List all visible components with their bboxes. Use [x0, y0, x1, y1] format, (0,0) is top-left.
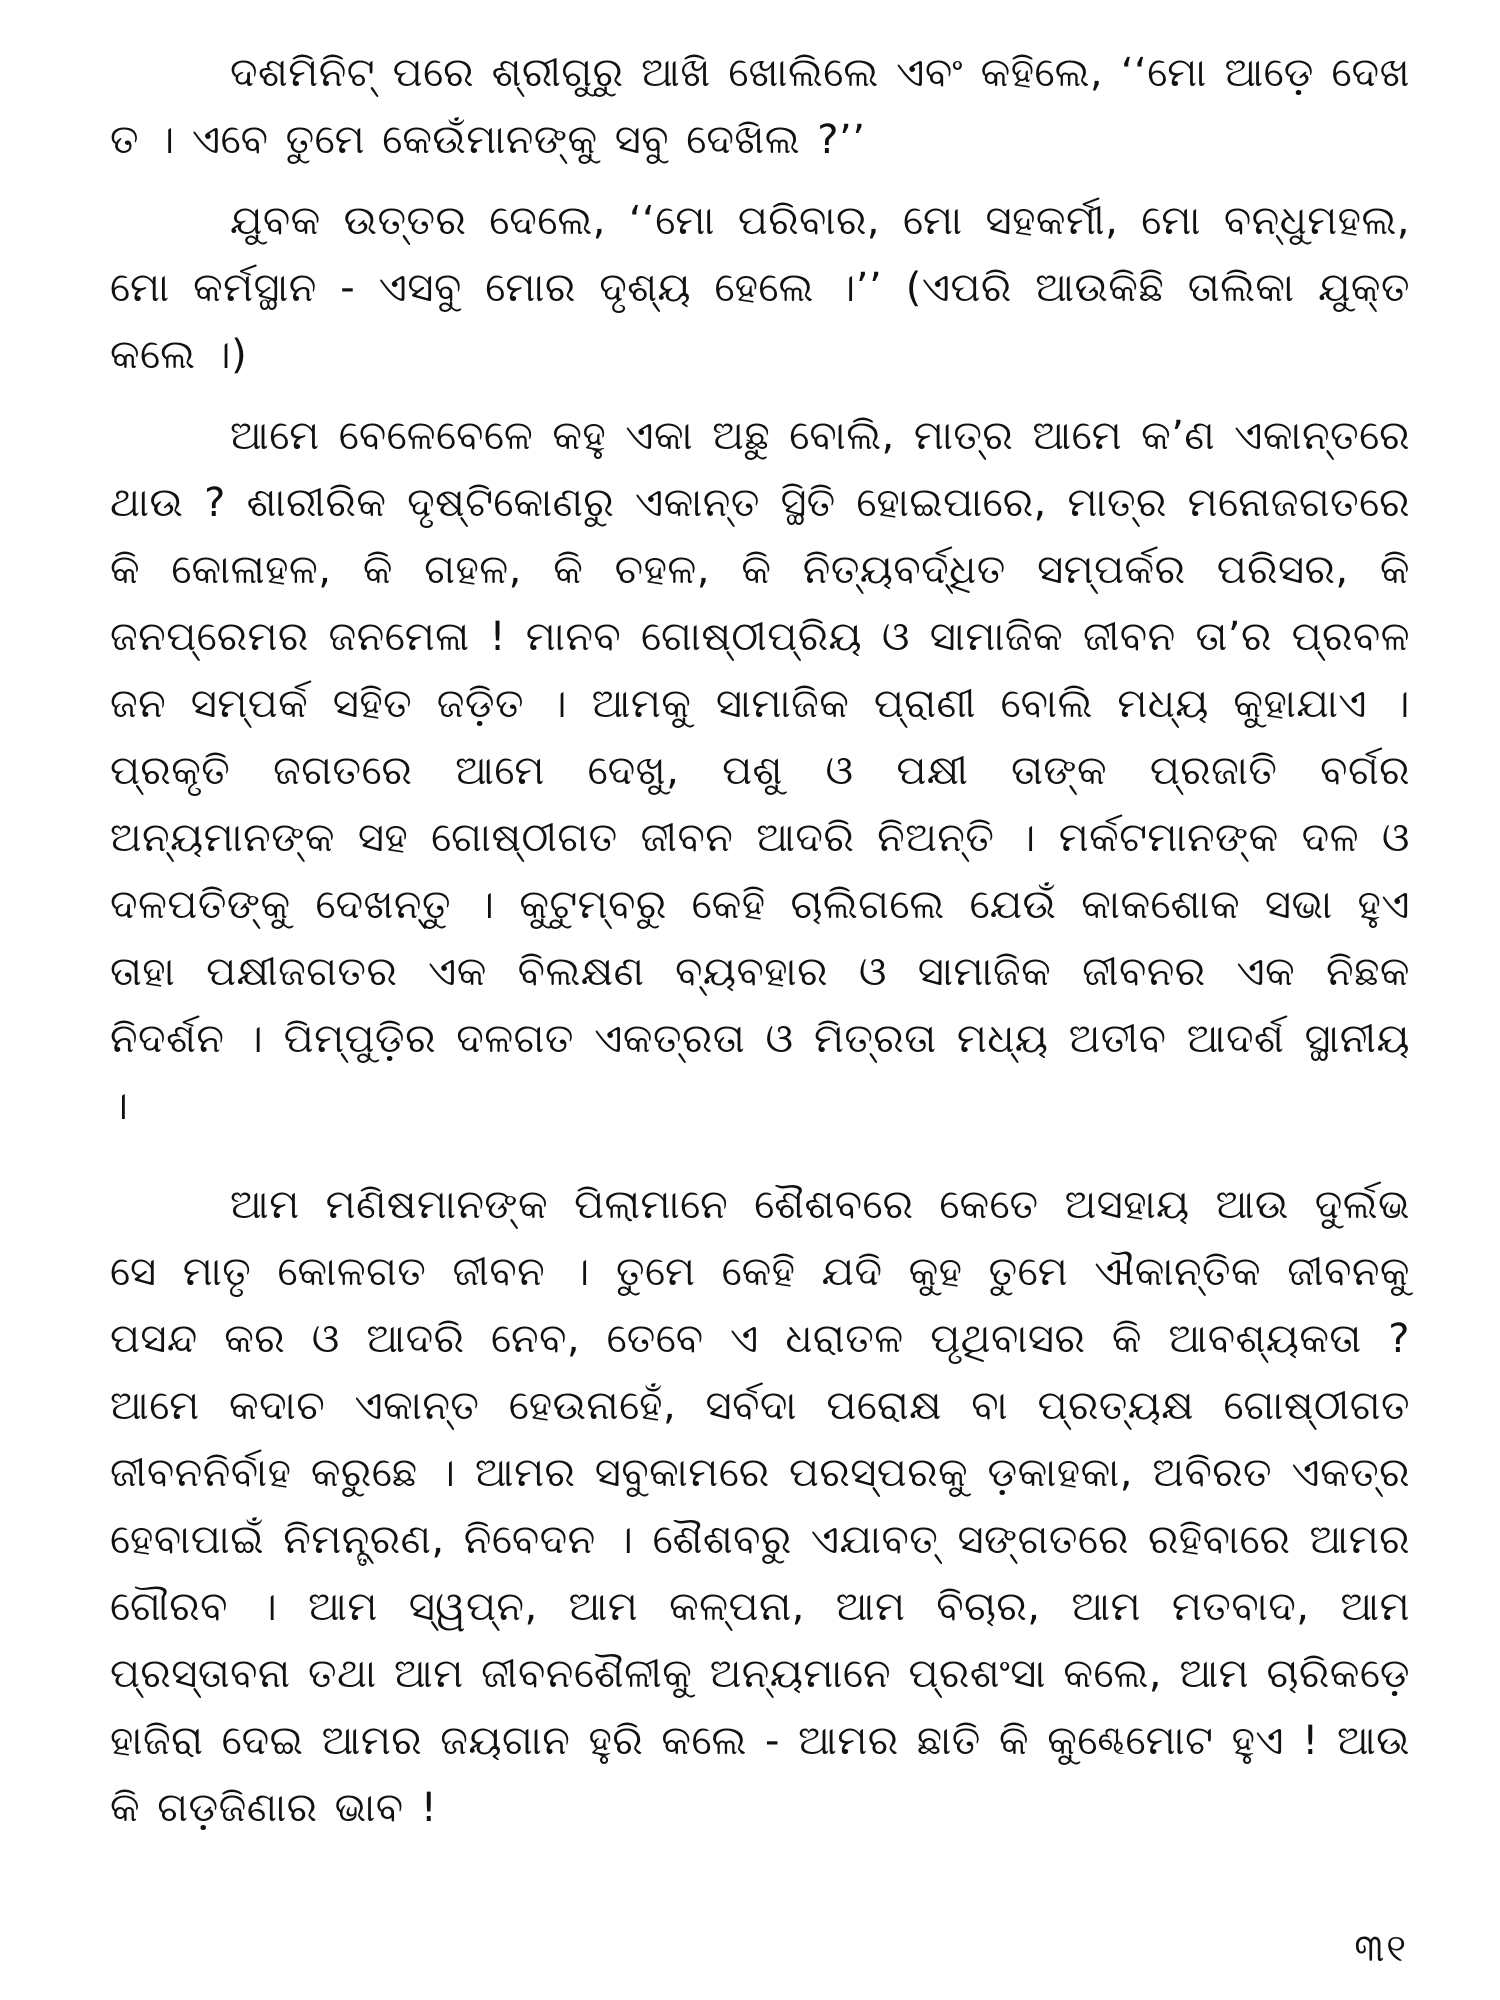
- paragraph-3: ଆମେ ବେଳେବେଳେ କହୁ ଏକା ଅଛୁ ବୋଲି, ମାତ୍ର ଆମେ କ’ଣ ଏକାନ୍ତରେ ଥାଉ ? ଶାରୀରିକ ଦୃଷ୍ଟିକୋଣରୁ ଏକାନ୍ତ ସ୍ଥିତି ହୋଇପାରେ, ମାତ୍ର ମନୋଜଗତରେ କି କୋଳାହଳ, କି ଗହଳ, କି ଚହଳ, କି ନିତ୍ୟବର୍ଦ୍ଧିତ ସମ୍ପର୍କର ପରିସର, କି ଜନପ୍ରେମର ଜନମେଳା ! ମାନବ ଗୋଷ୍ଠୀପ୍ରିୟ ଓ ସାମାଜିକ ଜୀବନ ତା’ର ପ୍ରବଳ ଜନ ସମ୍ପର୍କ ସହିତ ଜଡ଼ିତ । ଆମକୁ ସାମାଜିକ ପ୍ରାଣୀ ବୋଲି ମଧ୍ୟ କୁହାଯାଏ । ପ୍ରକୃତି ଜଗତରେ ଆମେ ଦେଖୁ, ପଶୁ ଓ ପକ୍ଷୀ ତାଙ୍କ ପ୍ରଜାତି ବର୍ଗର ଅନ୍ୟମାନଙ୍କ ସହ ଗୋଷ୍ଠୀଗତ ଜୀବନ ଆଦରି ନିଅନ୍ତି । ମର୍କଟମାନଙ୍କ ଦଳ ଓ ଦଳପତିଙ୍କୁ ଦେଖନ୍ତୁ । କୁଟୁମ୍ବରୁ କେହି ଚାଲିଗଲେ ଯେଉଁ କାକଶୋକ ସଭା ହୁଏ ତାହା ପକ୍ଷୀଜଗତର ଏକ ବିଲକ୍ଷଣ ବ୍ୟବହାର ଓ ସାମାଜିକ ଜୀବନର ଏକ ନିଛକ ନିଦର୍ଶନ । ପିମ୍ପୁଡ଼ିର ଦଳଗତ ଏକତ୍ରତା ଓ ମିତ୍ରତା ମଧ୍ୟ ଅତୀବ ଆଦର୍ଶ ସ୍ଥାନୀୟ ।: [110, 413, 1410, 1129]
- paragraph-2: ଯୁବକ ଉତ୍ତର ଦେଲେ, ‘‘ମୋ ପରିବାର, ମୋ ସହକର୍ମୀ, ମୋ ବନ୍ଧୁମହଲ, ମୋ କର୍ମସ୍ଥାନ - ଏସବୁ ମୋର ଦୃଶ୍ୟ ହେଲେ ।’’ (ଏପରି ଆଉକିଛି ତାଲିକା ଯୁକ୍ତ କଲେ ।): [110, 198, 1410, 378]
- page-number: ୩୧: [1354, 1926, 1408, 1970]
- paragraph-1: ଦଶମିନିଟ୍ ପରେ ଶ୍ରୀଗୁରୁ ଆଖି ଖୋଲିଲେ ଏବଂ କହିଲେ, ‘‘ମୋ ଆଡ଼େ ଦେଖ ତ । ଏବେ ତୁମେ କେଉଁମାନଙ୍କୁ ସବୁ ଦେଖିଲ ?’’: [110, 50, 1410, 163]
- paragraph-4: ଆମ ମଣିଷମାନଙ୍କ ପିଲାମାନେ ଶୈଶବରେ କେତେ ଅସହାୟ ଆଉ ଦୁର୍ଲଭ ସେ ମାତୃ କୋଳଗତ ଜୀବନ । ତୁମେ କେହି ଯଦି କୁହ ତୁମେ ଐକାନ୍ତିକ ଜୀବନକୁ ପସନ୍ଦ କର ଓ ଆଦରି ନେବ, ତେବେ ଏ ଧରାତଳ ପୃଥିବାସର କି ଆବଶ୍ୟକତା ? ଆମେ କଦାଚ ଏକାନ୍ତ ହେଉନାହେଁ, ସର୍ବଦା ପରୋକ୍ଷ ବା ପ୍ରତ୍ୟକ୍ଷ ଗୋଷ୍ଠୀଗତ ଜୀବନନିର୍ବାହ କରୁଛେ । ଆମର ସବୁକାମରେ ପରସ୍ପରକୁ ଡ଼କାହକା, ଅବିରତ ଏକତ୍ର ହେବାପାଇଁ ନିମନ୍ତ୍ରଣ, ନିବେଦନ । ଶୈଶବରୁ ଏଯାବତ୍ ସଙ୍ଗତରେ ରହିବାରେ ଆମର ଗୌରବ । ଆମ ସ୍ୱପ୍ନ, ଆମ କଳ୍ପନା, ଆମ ବିଚାର, ଆମ ମତବାଦ, ଆମ ପ୍ରସ୍ତାବନା ତଥା ଆମ ଜୀବନଶୈଳୀକୁ ଅନ୍ୟମାନେ ପ୍ରଶଂସା କଲେ, ଆମ ଚାରିକଡ଼େ ହାଜିରା ଦେଇ ଆମର ଜୟଗାନ ହୁରି କଲେ - ଆମର ଛାତି କି କୁଣ୍ଢେମୋଟ ହୁଏ ! ଆଉ କି ଗଡ଼ଜିଣାର ଭାବ !: [110, 1182, 1410, 1831]
